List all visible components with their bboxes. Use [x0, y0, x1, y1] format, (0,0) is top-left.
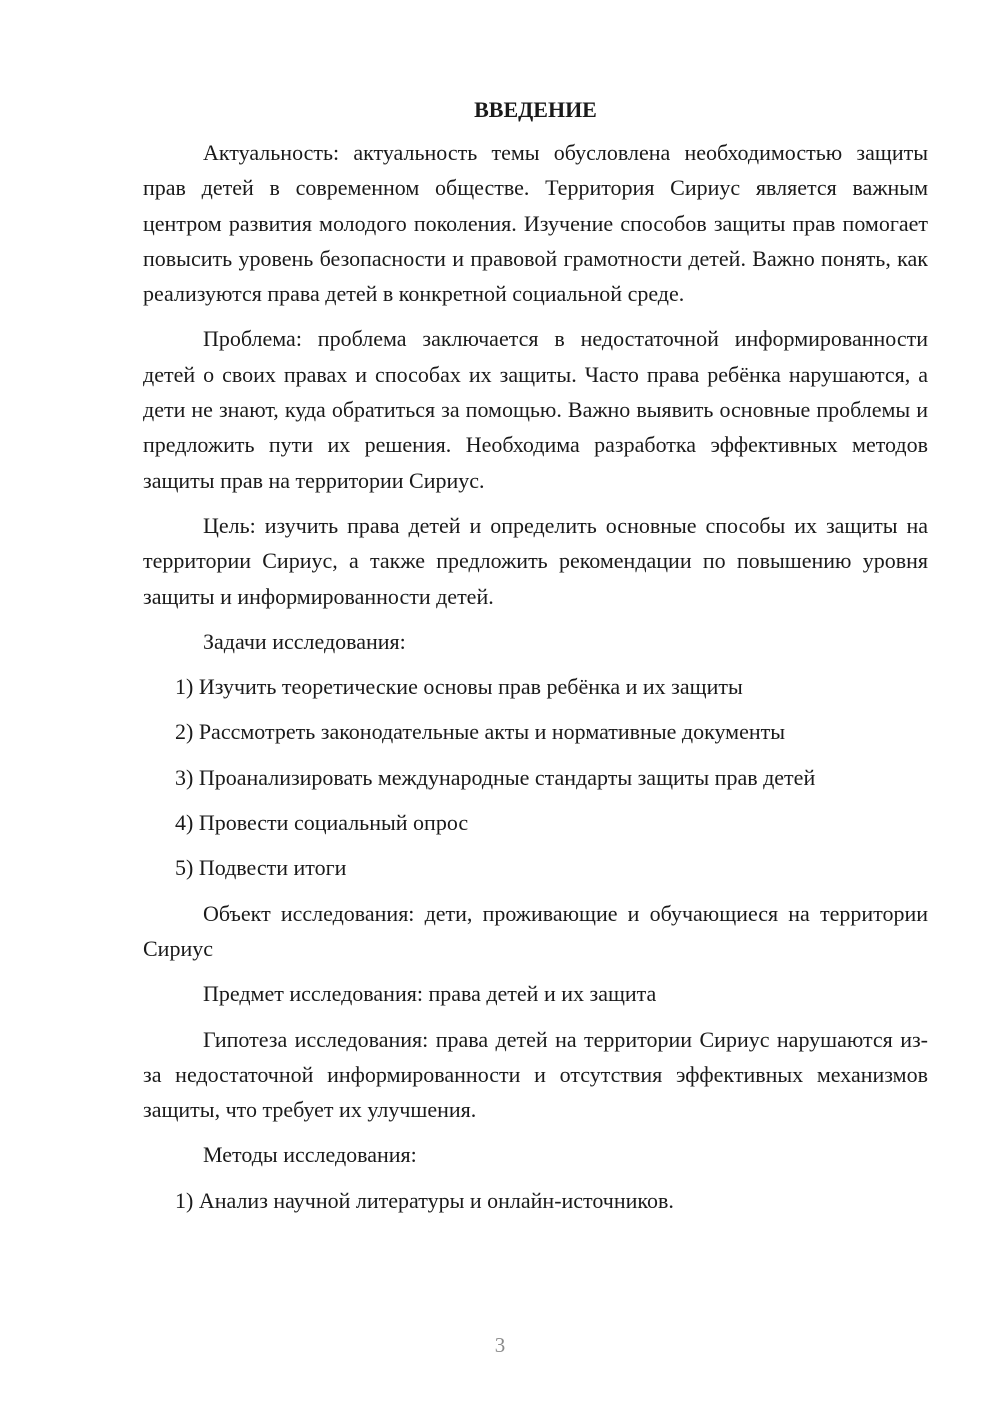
- page-number: 3: [494, 1333, 506, 1357]
- list-item: 5) Подвести итоги: [175, 855, 347, 881]
- problem-paragraph: Проблема: проблема заключается в недостаточной информированности детей о своих правах и способах их защиты. Часто права ребёнка нарушаются, а дети не знают, куда обратиться за помощью. Важно выявить основные проблемы и предложить пути их решения. Необходима разработка эффективных методов защиты прав на территории Сириус.: [143, 326, 928, 493]
- tasks-list: [143, 669, 928, 885]
- list-item: 3) Проанализировать международные стандарты защиты прав детей: [175, 764, 816, 790]
- page-title: ВВЕДЕНИЕ: [474, 97, 597, 122]
- document-page: [143, 93, 928, 1218]
- list-item: 4) Провести социальный опрос: [175, 810, 469, 836]
- methods-title: Методы исследования:: [203, 1142, 417, 1168]
- methods-list: [143, 1183, 928, 1218]
- goal-paragraph: Цель: изучить права детей и определить основные способы их защиты на территории Сириус, а также предложить рекомендации по повышению уровня защиты и информированности детей.: [143, 512, 928, 609]
- hypothesis-paragraph: Гипотеза исследования: права детей на территории Сириус нарушаются из-за недостаточной информированности и отсутствия эффективных механизмов защиты, что требует их улучшения.: [143, 1026, 928, 1123]
- relevance-paragraph: Актуальность: актуальность темы обусловлена необходимостью защиты прав детей в современном обществе. Территория Сириус является важным центром развития молодого поколения. Изучение способов защиты прав помогает повысить уровень безопасности и правовой грамотности детей. Важно понять, как реализуются права детей в конкретной социальной среде.: [143, 140, 928, 307]
- tasks-title: Задачи исследования:: [203, 628, 406, 654]
- list-item: 1) Анализ научной литературы и онлайн-источников.: [175, 1187, 674, 1213]
- subject-paragraph: Предмет исследования: права детей и их защита: [203, 981, 657, 1007]
- list-item: 2) Рассмотреть законодательные акты и нормативные документы: [175, 719, 786, 745]
- list-item: 1) Изучить теоретические основы прав ребёнка и их защиты: [175, 674, 743, 700]
- object-paragraph: Объект исследования: дети, проживающие и обучающиеся на территории Сириус: [143, 900, 928, 961]
